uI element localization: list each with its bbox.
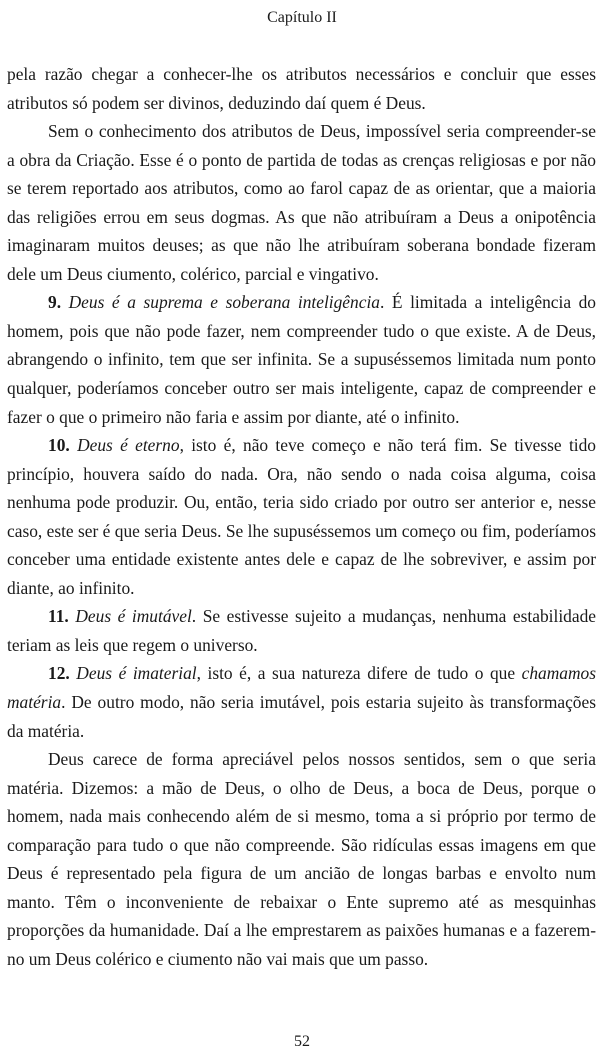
item-number: 11. [48, 606, 69, 627]
page-number: 52 [294, 1033, 310, 1050]
italic-statement: Deus é imutável [75, 606, 192, 627]
body-text [7, 60, 596, 974]
item-number: 12. [48, 663, 70, 684]
paragraph-text: , isto é, não teve começo e não terá fim. Se tivesse tido princípio, houvera saído do nada. Ora, não sendo o nada coisa alguma, coisa nenhuma pode produzir. Ou, então, teria sido criado por outro ser anterior e, nesse caso, este ser é que seria Deus. Se lhe supuséssemos um começo ou fim, poderíamos conceber uma entidade existente antes dele e capaz de lhe sobreviver, e assim por diante, ao infinito. [7, 435, 596, 598]
running-head: Capítulo II [267, 9, 337, 26]
paragraph [7, 60, 596, 117]
italic-term: chamamos matéria [7, 663, 596, 713]
paragraph [7, 745, 596, 973]
paragraph-text: . É limitada a inteligência do homem, pois que não pode fazer, nem compreender tudo o que existe. A de Deus, abrangendo o infinito, tem que ser infinita. Se a supuséssemos limitada num ponto qualquer, poderíamos conceber outro ser mais inteligente, capaz de compreender e fazer o que o primeiro não faria e assim por diante, até o infinito. [7, 292, 596, 427]
item-number: 10. [48, 435, 70, 456]
italic-statement: Deus é a suprema e soberana inteligência [68, 292, 380, 313]
italic-statement: Deus é imaterial [76, 663, 197, 684]
paragraph-text: , isto é, a sua natureza difere de tudo o que [196, 663, 522, 684]
paragraph-text: Deus carece de forma apreciável pelos nossos sentidos, sem o que seria matéria. Dizemos: a mão de Deus, o olho de Deus, a boca de Deus, porque o homem, nada mais conhecendo além de si mesmo, toma a si próprio por termo de comparação para tudo o que não compreende. São ridículas essas imagens em que Deus é representado pela figura de um ancião de longas barbas e envolto num manto. Têm o inconveniente de rebaixar o Ente supremo até as mesquinhas proporções da humanidade. Daí a lhe emprestarem as paixões humanas e a fazerem-no um Deus colérico e ciumento não vai mais que um passo. [7, 749, 596, 969]
paragraph-text: pela razão chegar a conhecer-lhe os atributos necessários e concluir que esses atributos só podem ser divinos, deduzindo daí quem é Deus. [7, 64, 596, 113]
numbered-paragraph-11 [7, 602, 596, 659]
numbered-paragraph-12 [7, 659, 596, 745]
paragraph-text: . De outro modo, não seria imutável, pois estaria sujeito às transformações da matéria. [7, 692, 596, 741]
paragraph [7, 117, 596, 288]
numbered-paragraph-9 [7, 288, 596, 431]
italic-statement: Deus é eterno [77, 435, 180, 456]
paragraph-text: . Se estivesse sujeito a mudanças, nenhuma estabilidade teriam as leis que regem o universo. [7, 606, 596, 655]
paragraph-text: Sem o conhecimento dos atributos de Deus, impossível seria compreender-se a obra da Criação. Esse é o ponto de partida de todas as crenças religiosas e por não se terem reportado aos atributos, como ao farol capaz de as orientar, que a maioria das religiões errou em seus dogmas. As que não atribuíram a Deus a onipotência imaginaram muitos deuses; as que não lhe atribuíram soberana bondade fizeram dele um Deus ciumento, colérico, parcial e vingativo. [7, 121, 596, 284]
item-number: 9. [48, 292, 62, 313]
numbered-paragraph-10 [7, 431, 596, 602]
